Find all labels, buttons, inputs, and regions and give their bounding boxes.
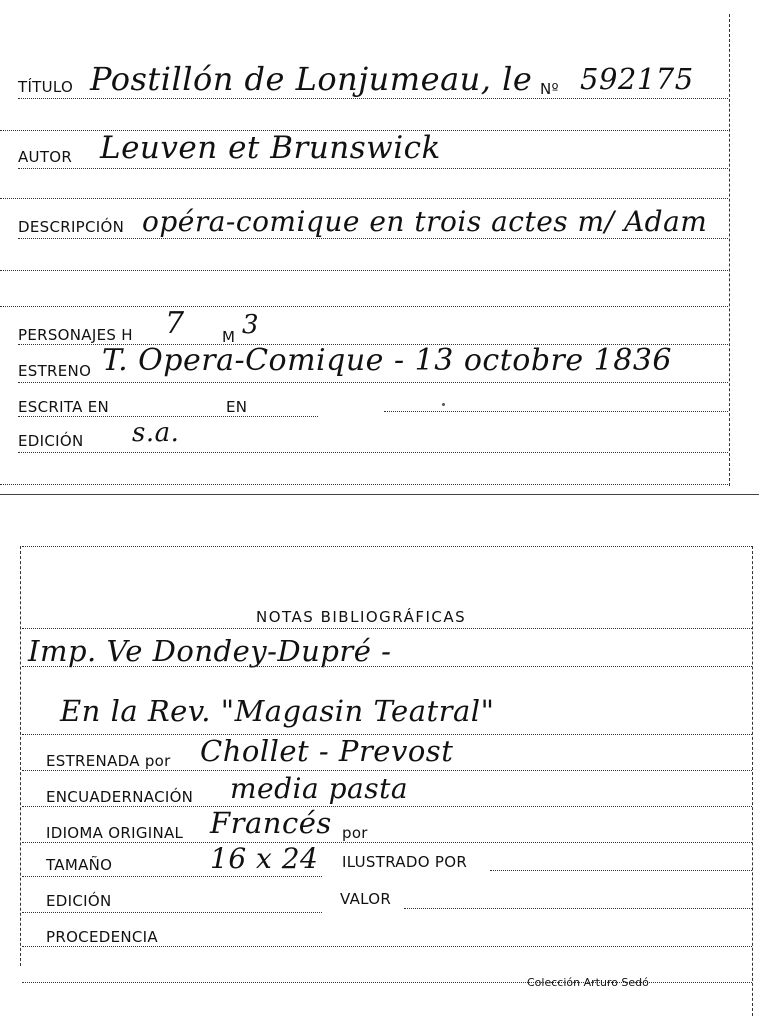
estreno-value: T. Opera-Comique - 13 octobre 1836 (102, 343, 673, 378)
tamano-label: TAMAÑO (46, 856, 113, 874)
tamano-value: 16 x 24 (210, 842, 319, 875)
numero-value: 592175 (580, 62, 694, 96)
encuadernacion-rule (22, 806, 752, 807)
tamano-rule-right (490, 870, 752, 871)
nota-line-1: Imp. Ve Dondey-Dupré - (28, 634, 392, 668)
card2-left-edge (20, 546, 21, 966)
ilustrado-label: ILUSTRADO POR (342, 853, 468, 871)
procedencia-rule (22, 946, 752, 947)
estrenada-label: ESTRENADA por (46, 752, 171, 770)
autor-value: Leuven et Brunswick (100, 130, 441, 166)
valor-rule (404, 908, 752, 909)
descripcion-value: opéra-comique en trois actes m/ Adam (142, 205, 708, 238)
nota1-rule (22, 666, 752, 667)
personajes-label: PERSONAJES H (18, 326, 133, 344)
tamano-rule-left (22, 876, 322, 877)
edicion2-label: EDICIÓN (46, 892, 112, 910)
collection-footer: Colección Arturo Sedó (527, 976, 649, 989)
card2-right-edge (752, 546, 753, 1016)
idioma-por-label: por (342, 824, 368, 842)
card2-top-rule (22, 546, 752, 547)
encuadernacion-value: media pasta (230, 772, 409, 805)
nota-line-2: En la Rev. "Magasin Teatral" (60, 694, 495, 728)
edicion-label: EDICIÓN (18, 432, 84, 450)
escrita-en-label: EN (226, 398, 248, 416)
procedencia-label: PROCEDENCIA (46, 928, 158, 946)
titulo-value: Postillón de Lonjumeau, le (90, 60, 533, 98)
notas-rule (22, 628, 752, 629)
idioma-value: Francés (210, 806, 332, 840)
numero-label: Nº (540, 80, 559, 98)
notas-title: NOTAS BIBLIOGRÁFICAS (256, 608, 467, 626)
edicion-value: s.a. (132, 418, 180, 448)
descripcion-label: DESCRIPCIÓN (18, 218, 125, 236)
estrenada-rule (22, 770, 752, 771)
idioma-label: IDIOMA ORIGINAL (46, 824, 184, 842)
idioma-rule (22, 842, 752, 843)
estrenada-value: Chollet - Prevost (200, 734, 454, 768)
edicion2-rule-left (22, 912, 322, 913)
estreno-label: ESTRENO (18, 362, 92, 380)
escrita-label: ESCRITA EN (18, 398, 110, 416)
personajes-m-value: 3 (242, 310, 260, 340)
autor-label: AUTOR (18, 148, 73, 166)
titulo-label: TÍTULO (18, 78, 74, 96)
personajes-h-value: 7 (165, 306, 185, 341)
encuadernacion-label: ENCUADERNACIÓN (46, 788, 194, 806)
valor-label: VALOR (340, 890, 392, 908)
personajes-m-label: M (222, 328, 236, 346)
